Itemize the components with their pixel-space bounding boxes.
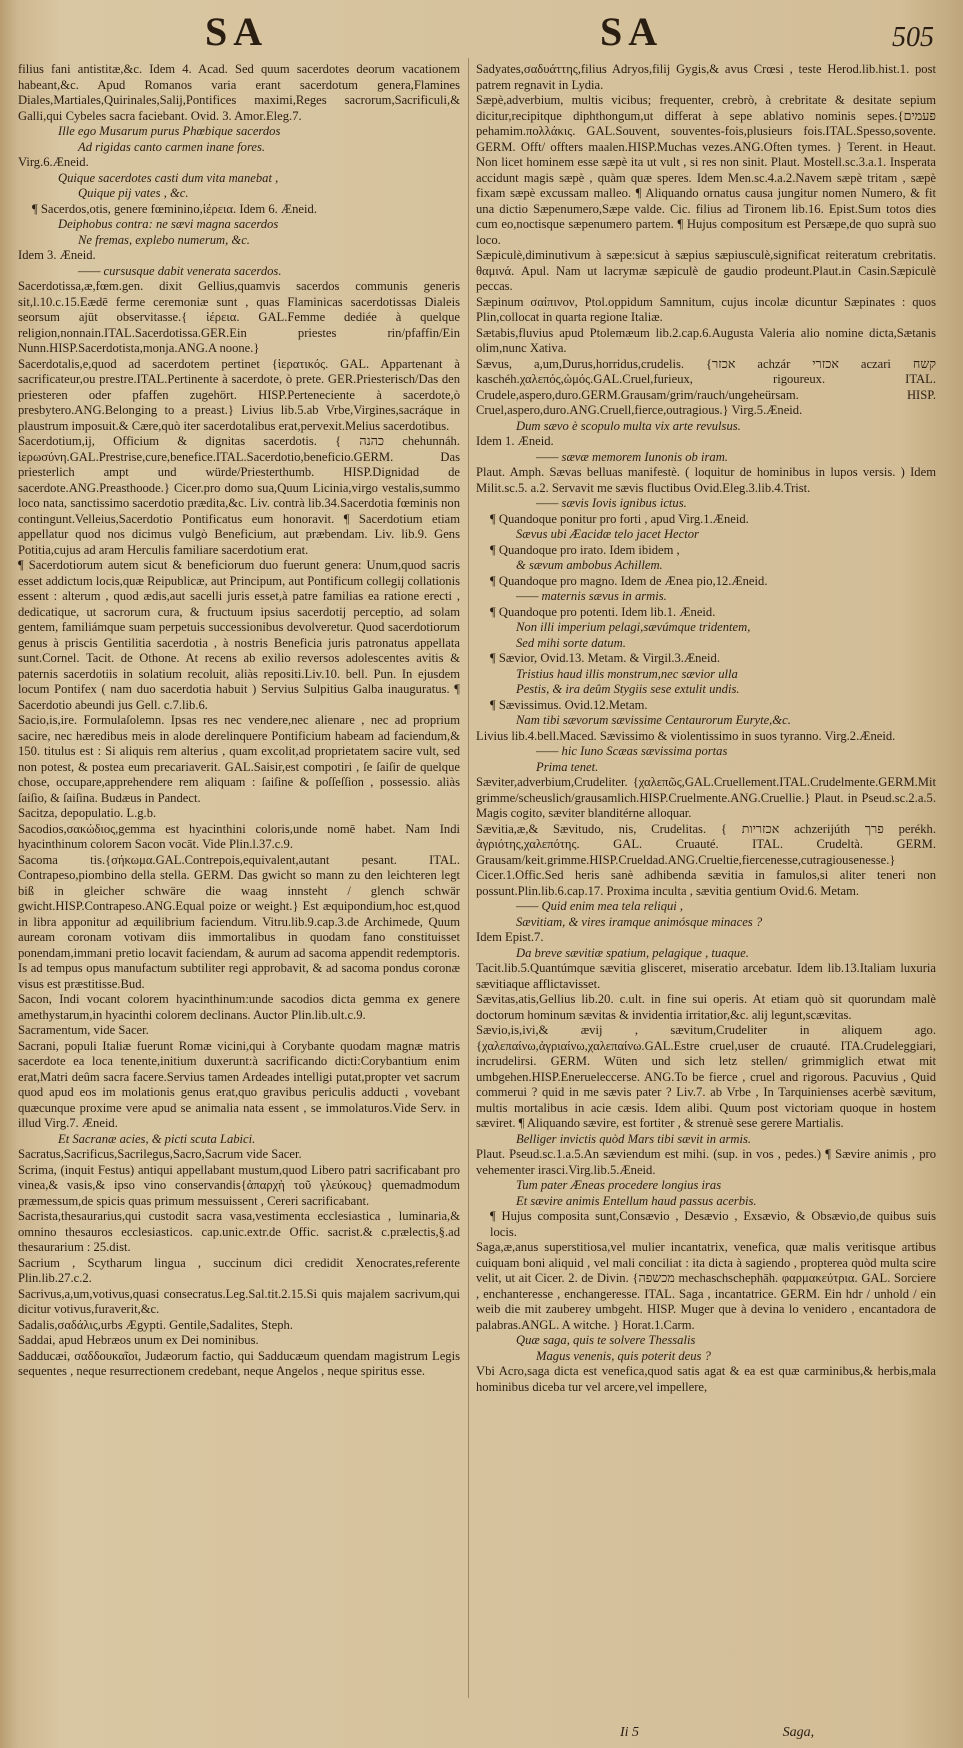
dictionary-entry: Plaut. Amph. Sævas belluas manifestè. ( loquitur de hominibus in lupos versis. ) Idem Milit.sc.5. a.2. Servavit me sævis fluctibus Ovid.Eleg.3.lib.4.Trist. <box>476 465 936 495</box>
dictionary-entry: Sacrani, populi Italiæ fuerunt Romæ vicini,qui à Corybante quodam magnæ matris sacerdote ea loca tenente,initium duxerunt:à sacrificando dicti:Corybantium enim erat,Matri deûm sacra facere.Servius tamen Ardeades intelligi putat,propter vet sacrum quod apud eos im molationis genus erat,quo gravibus periculis adducti , vovebant quæcunque proxime vere apud se animalia nata essent , se immolaturos.Vide Serv. in illud Virg.7. Æneid. <box>18 1038 460 1130</box>
verse-line: Quæ saga, quis te solvere Thessalis <box>516 1333 696 1347</box>
verse-line: —— sævæ memorem Iunonis ob iram. <box>536 449 728 464</box>
dictionary-entry: ¶ Quandoque pro magno. Idem de Ænea pio,12.Æneid. <box>490 573 768 588</box>
dictionary-entry: Sacerdotissa,æ,fœm.gen. dixit Gellius,quamvis sacerdos communis generis sit,l.10.c.15.Eædē ferme ceremoniæ sunt , quas Flaminicas sacerdotissas Dialeis seorsum ajūt observitasse.{ ἱέρεια. GAL.Femme dediée à quelque religion,nonnain.ITAL.Sacerdotissa.GER.Ein priestes rin/pfaffin/Ein Nunn.HISP.Sacerdotista,monja.ANG.A noone.} <box>18 279 460 355</box>
dictionary-entry: ¶ Sævissimus. Ovid.12.Metam. <box>490 697 648 712</box>
left-column <box>18 62 460 1717</box>
dictionary-entry: Sacramentum, vide Sacer. <box>18 1023 149 1037</box>
dictionary-entry: Scrima, (inquit Festus) antiqui appellabant mustum,quod Libero patri sacrificabant pro vinea,& vasis,& ipso vino conservandis{ἀπαρχὴ τοῦ γλεύκους} quemadmodum præmessum,de spicis quas primum messuissent , Cereri sacrificabant. <box>18 1162 460 1208</box>
dictionary-entry: Sævitia,æ,& Sævitudo, nis, Crudelitas. { אכזריות achzerijúth פרך perékh. ἀγριότης,χαλεπότης. GAL. Cruauté. ITAL. Crudeltà. GERM. Grausam/keit.grimme.HISP.Crueldad.ANG.Crueltie,fiercenesse,cutragiousenesse.} Cicer.1.Offic.Sed heris sanè adhibenda sævitia in famulos,si aliter teneri non possunt.Plin.lib.6.cap.17. Proxima inculta , sævitia gentium Ovid.6. Metam. <box>476 821 936 898</box>
dictionary-entry: Sacrivus,a,um,votivus,quasi consecratus.Leg.Sal.tit.2.15.Si quis majalem sacrivum,qui dicitur votivus,furaverit,&c. <box>18 1286 460 1316</box>
dictionary-entry: Sætabis,fluvius apud Ptolemæum lib.2.cap.6.Augusta Valeria alio nomine dicta,Sætanis olim,nunc Xativa. <box>476 325 936 355</box>
dictionary-entry: Sadducæi, σαδδουκαῖοι, Judæorum factio, qui Sadducæum quendam magistrum Legis sequentes , neque resurrectionem credebant, neque Angelos , neque spiritus esse. <box>18 1348 460 1378</box>
header-letters-right: SA <box>600 9 664 54</box>
verse-line: Et Sacranæ acies, & picti scuta Labici. <box>58 1131 256 1146</box>
page-footer <box>620 1725 814 1741</box>
catchword: Saga, <box>782 1725 815 1740</box>
verse-line: Deiphobus contra: ne sævi magna sacerdos <box>58 217 279 231</box>
verse-line: Ne fremas, explebo numerum, &c. <box>78 232 250 247</box>
dictionary-entry: Saddai, apud Hebræos unum ex Dei nominibus. <box>18 1333 259 1347</box>
verse-line: —— cursusque dabit venerata sacerdos. <box>78 263 282 278</box>
dictionary-entry: Sadyates,σαδυάττης,filius Adryos,filij Gygis,& avus Crœsi , teste Herod.lib.hist.1. post patrem regnavit in Lydia. <box>476 62 936 92</box>
page-number: 505 <box>892 22 934 53</box>
dictionary-entry: Sæpinum σαίπινον, Ptol.oppidum Samnitum, cujus incolæ dicuntur Sæpinates : quos Plin,collocat in quarta regione Italiæ. <box>476 294 936 324</box>
dictionary-entry: Sacodios,σακώδιος,gemma est hyacinthini coloris,unde nomē habet. Nam Indi hyacinthinum colorem Sacon vocāt. Vide Plin.l.37.c.9. <box>18 821 460 851</box>
dictionary-entry: ¶ Hujus composita sunt,Consævio , Desævio , Exsævio, & Obsævio,de quibus suis locis. <box>490 1209 936 1239</box>
dictionary-entry: ¶ Sacerdotiorum autem sicut & beneficiorum duo fuerunt genera: Unum,quod sacris esset addictum locis,quæ Reipublicæ, aut Principum, aut Pontificum collegij collationis essent : alterum , quod ædis,aut sacelli juris esset,à patre familias ea ratione erecti , dedicatique, ut sacrorum cura, & fructuum ipsius sacerdotij perceptio, ad solam gentem, familiámque suam perpetuis successionibus devolveretur. Quod sacerdotiorum genus à priscis Gentilitia sacerdotia , à nostris Beneficia juris patronatus appellata sunt.Cornel. Tacit. de Othone. At recens ab exilio reversos adolescentes avitis & paternis sacerdotiis in solatium recoluit, aliàs repositi.Liv.10. bell. Pun. In ejusdem locum Pontifex ( nam duo sacerdotia habuit ) Servius Sulpitius Galba inauguratus. ¶ Sacerdotio abeundi jus Gell. c.7.lib.6. <box>18 558 460 712</box>
verse-line: Et sævire animis Entellum haud passus acerbis. <box>516 1193 757 1208</box>
dictionary-entry: Plaut. Pseud.sc.1.a.5.An sæviendum est mihi. (sup. in vos , pedes.) ¶ Sævire animis , pro vehementer irasci.Virg.lib.5.Æneid. <box>476 1147 936 1177</box>
dictionary-entry: ¶ Quandoque pro potenti. Idem lib.1. Æneid. <box>490 604 716 619</box>
dictionary-entry: Sacio,is,ire. Formulaſolemn. Ipsas res nec vendere,nec alienare , nec ad proprium sacire, nec hæredibus meis in alode derelinquere Pontificium habeam ad faciendum,& 150. titulus est : Si aliquis rem alterius , quam excolit,ad proprietatem sacire vult, sed non potest, & postea eum precariaverit. GAL.Saisir,est compotiri , ſe ſaiſir de quelque chose, occupare,apprehendere rem aliquam : ſaiſine & poſſeſſion , possessio. aliàs ſaiſio, & ſaiſina. Budæus in Pandect. <box>18 713 460 805</box>
verse-line: Ad rigidas canto carmen inane fores. <box>78 139 266 154</box>
verse-line: & sævum ambobus Achillem. <box>516 558 663 572</box>
dictionary-entry: Sacerdotalis,e,quod ad sacerdotem pertinet {ἱερατικός. GAL. Appartenant à sacrificateur,ou prestre.ITAL.Pertinente à sacerdote, ò prete. GER.Priesterisch/Das den priesteren oder pfaffen zugehört. HISP.Perteneciente à sacerdote,ò presbytero.ANG.Belonging to a preast.} Livius lib.5.ab Vrbe,Virgines,sacráque in plaustrum imposuit.& Cære,quò iter sacerdotalibus erat,pervexit.Melius sacerdotibus. <box>18 356 460 433</box>
dictionary-entry: Vbi Acro,saga dicta est venefica,quod satis agat & ea est quæ carminibus,& herbis,mala hominibus diceba tur vel arcere,vel impellere, <box>476 1364 936 1394</box>
dictionary-entry: Sacrista,thesaurarius,qui custodit sacra vasa,vestimenta ecclesiastica , luminaria,& omnino thesauros ecclesiasticos. cap.unic.extr.de Offic. sacrist.& c.prælectis,§.ad thesaurarium : 25.dist. <box>18 1209 460 1254</box>
verse-line: Nam tibi sævorum sævissime Centaurorum Euryte,&c. <box>516 713 791 727</box>
verse-line: —— maternis sævus in armis. <box>516 589 667 603</box>
dictionary-entry: Sacerdotium,ij, Officium & dignitas sacerdotis. { כהנה chehunnáh. ἱερωσύνη.GAL.Prestrise,cure,benefice.ITAL.Sacerdotio,beneficio.GERM. Das priesterlich ampt und würde/Priesterthumb. HISP.Dignidad de sacerdote.ANG.Preasthoode.} Cicer.pro domo sua,Quum Licinia,virgo vestalis,summo loco nata, sanctissimo sacerdotio prædita,&c. Liv. contrà lib.34.Sacerdotia fœminis non contingunt.Velleius,Sacerdotio Pontificatus eum honoravit. ¶ Sacerdotium etiam appellatur quod nos dicimus vulgò Beneficium, aut præbendam. Liv. lib.9. Gens Potitia,cujus ad aram Herculis familiare sacerdotium erat. <box>18 434 460 557</box>
dictionary-entry: Sacratus,Sacrificus,Sacrilegus,Sacro,Sacrum vide Sacer. <box>18 1147 302 1161</box>
dictionary-entry: Sacoma tis.{σήκωμα.GAL.Contrepois,equivalent,autant pesant. ITAL. Contrapeso,piombino della stella. GERM. Das gwicht so mann zu den leichteren legt biß in gleicher schwäre die waag innsteht / glench schwär gwicht.HISP.Contrapeso.ANG.Equal poize or weight.} Est æquipondium,hoc est,quod in libra apponitur ad æquilibrium faciendum. Vitru.lib.9.cap.3.de Archimede, Quum auream coronam votivam diis immortalibus in quodam fano constituisset ponendam,immani pretio locavit faciendam, & aurum ad sacoma appendit redemptoris. Is ad tempus opus manufactum subtiliter regi approbavit, & ad sacoma pondus coronæ visus est præstitisse.Bud. <box>18 852 460 991</box>
dictionary-entry: Idem 1. Æneid. <box>476 434 554 448</box>
dictionary-entry: Sævus, a,um,Durus,horridus,crudelis. {אכזר achzár אכזרי aczari קשח kaschéh.χαλεπός,ὠμός.GAL.Cruel,furieux, rigoureux. ITAL. Crudele,aspero,duro.GERM.Grausam/grim/rauch/ungeheürsam. HISP. Cruel,aspero,duro.ANG.Cruell,fierce,outragious.} Virg.5.Æneid. <box>476 356 936 417</box>
verse-line: Sed mihi sorte datum. <box>516 635 626 650</box>
dictionary-entry: Idem 3. Æneid. <box>18 248 96 262</box>
dictionary-entry: Sacon, Indi vocant colorem hyacinthinum:unde sacodios dicta gemma ex genere amethystarum,in hyacinthi colorem declinans. Auctor Plin.lib.ult.c.9. <box>18 992 460 1022</box>
verse-line: Tum pater Æneas procedere longius iras <box>516 1178 722 1192</box>
verse-line: —— sævis Iovis ignibus ictus. <box>536 496 687 510</box>
dictionary-entry: Sacitza, depopulatio. L.g.b. <box>18 806 157 820</box>
dictionary-entry: ¶ Sævior, Ovid.13. Metam. & Virgil.3.Æneid. <box>490 651 720 665</box>
verse-line: Sævus ubi Æacidæ telo jacet Hector <box>516 527 699 541</box>
dictionary-entry: ¶ Sacerdos,otis, genere fœminino,ἱέρεια. Idem 6. Æneid. <box>32 201 317 216</box>
column-divider <box>468 58 469 1698</box>
verse-line: —— Quid enim mea tela reliqui , <box>516 899 684 913</box>
dictionary-entry: Sævio,is,ivi,& ævij , sævitum,Crudeliter in aliquem ago.{χαλεπαίνω,ἀγριαίνω,χαλεπαίνω.GAL.Estre cruel,user de cruauté. ITA.Crudeleggiari, incrudelirsi. GERM. Wüten und sich letz stellen/ grimmiglich etwat mit umbgehen.HISP.Enerueleccerse. ANG.To be fierce , cruel and rigorous. Pacuvius , Quid commerui ? quid in me sævis pater ? Liv.7. ab Vrbe , In Tarquinienses acerbè sævitum, multis mortalibus in acie cæsis. Idem alibi. Quum post victoriam quoque in hostem sæviret. ¶ Aliquando sævire, est fortiter , & strenuè sese gerere Martialis. <box>476 1023 936 1130</box>
dictionary-entry: Livius lib.4.bell.Maced. Sævissimo & violentissimo in suos tyranno. Virg.2.Æneid. <box>476 728 896 743</box>
verse-line: Pestis, & ira deûm Stygiis sese extulit undis. <box>516 682 740 696</box>
verse-line: Non illi imperium pelagi,sævúmque tridentem, <box>516 620 751 634</box>
verse-line: Da breve sævitiæ spatium, pelagique , tuaque. <box>516 945 749 960</box>
dictionary-entry: Saga,æ,anus superstitiosa,vel mulier incantatrix, venefica, quæ malis veritisque artibus cuiquam boni aliquid , vel mali conciliat : ita dicta à sagiendo , propterea quòd multa scire velit, ut ait Cicer. 2. de Divin. {מכשפה mechaschschephāh. φαρμακεύτρια. GAL. Sorciere , enchanteresse , enchangeresse. ITAL. Saga , incantatrice. GERM. Ein hdr / unhold / ein weib die mit zauberey umbgeht. HISP. Muger que à devina lo venidero , encantadora de palabras.ANGL. A witche. } Horat.1.Carm. <box>476 1240 936 1332</box>
dictionary-entry: ¶ Quandoque ponitur pro forti , apud Virg.1.Æneid. <box>490 511 749 526</box>
verse-line: Prima tenet. <box>536 759 599 774</box>
dictionary-entry: Idem Epist.7. <box>476 930 544 944</box>
verse-line: Magus venenis, quis poterit deus ? <box>536 1348 711 1363</box>
dictionary-entry: ¶ Quandoque pro irato. Idem ibidem , <box>490 542 680 557</box>
dictionary-entry: filius fani antistitæ,&c. Idem 4. Acad. Sed quum sacerdotes deorum vacationem habeant,&c. Apud Romanos varia erant sacerdotum genera,Flamines Diales,Martiales,Quirinales,Salij,Pontifices maximi,Reges sacrorum,Sacrificuli,& Galli,qui Cybeles sacra faciebant. Ovid. 3. Amor.Eleg.7. <box>18 62 460 123</box>
running-header <box>0 8 963 52</box>
verse-line: Tristius haud illis monstrum,nec sævior ulla <box>516 666 738 681</box>
verse-line: —— hic Iuno Scæas sævissima portas <box>536 744 728 758</box>
verse-line: Belliger invictis quòd Mars tibi sævit in armis. <box>516 1131 752 1146</box>
verse-line: Ille ego Musarum purus Phœbique sacerdos <box>58 124 281 138</box>
dictionary-entry: Virg.6.Æneid. <box>18 155 89 169</box>
dictionary-entry: Sæpè,adverbium, multis vicibus; frequenter, crebrò, à crebritate & desitate sepium dicitur,recipitque diphthongum,ut differat à sepe ablativo nominis sepes.{פעמים pehamim.πολλάκις. GAL.Souvent, souventes-fois,plusieurs fois.ITAL.Spesso,sovente. GERM. Offt/ offters maalen.HISP.Muchas vezes.ANG.Often tymes. } Terent. in Heaut. Non licet hominem esse sæpè ita ut vult , si res non sinit. Plaut. Mostell.sc.3.a.1. Insperata accidunt magis sæpè , quàm quæ speres. Idem Men.sc.4.a.2.Navem sæpè tritam , sæpè fixam sæpè excussam malleo. ¶ Aliquando ornatus causa jungitur nomen Numero, & fit una dictio Sæpenumero,Sæpe valde. Cic. filius ad Tironem lib.16. Epist.Sum totos dies cum eo,noctisque sæpenumero partem. ¶ Hujus compositum est Persæpe,de quo suprà suo loco. <box>476 93 936 247</box>
verse-line: Quique sacerdotes casti dum vita manebat , <box>58 170 279 185</box>
verse-line: Dum sævo è scopulo multa vix arte revulsus. <box>516 418 741 433</box>
signature-mark: Ii 5 <box>620 1725 640 1740</box>
verse-line: Quique pij vates , &c. <box>78 186 189 200</box>
right-column <box>476 62 936 1717</box>
header-letters-left: SA <box>205 9 269 54</box>
dictionary-entry: Sæpiculè,diminutivum à sæpe:sicut à sæpius sæpiusculè,significat reiteratum crebritatis. θαμινά. Apul. Nam ut lacrymæ sæpiculè de gaudio prodeunt.Plaut.in Casin.Sæpiculè peccas. <box>476 248 936 293</box>
dictionary-entry: Sadalis,σαδάλις,urbs Ægypti. Gentile,Sadalites, Steph. <box>18 1317 293 1332</box>
dictionary-entry: Sæviter,adverbium,Crudeliter. {χαλεπῶς,GAL.Cruellement.ITAL.Crudelmente.GERM.Mit grimme/scheuslich/grausamlich.HISP.Cruelmente.ANG.Cruellie.} Plaut. in Pseud.sc.2.a.5. Magis cogito, sæviter blanditérne alloquar. <box>476 775 936 820</box>
verse-line: Sævitiam, & vires iramque animósque minaces ? <box>516 914 763 929</box>
dictionary-entry: Tacit.lib.5.Quantúmque sævitia glisceret, miseratio arcebatur. Idem lib.13.Italiam luxuria sævitiaque afflictavisset. <box>476 961 936 991</box>
dictionary-entry: Sævitas,atis,Gellius lib.20. c.ult. in fine sui operis. At etiam quò sit quorundam malè doctorum hominum sævitas & invidentia irritatior,&c. alij legunt,scævitas. <box>476 992 936 1022</box>
dictionary-entry: Sacrium , Scytharum lingua , succinum dici credidit Xenocrates,referente Plin.lib.27.c.2. <box>18 1255 460 1285</box>
